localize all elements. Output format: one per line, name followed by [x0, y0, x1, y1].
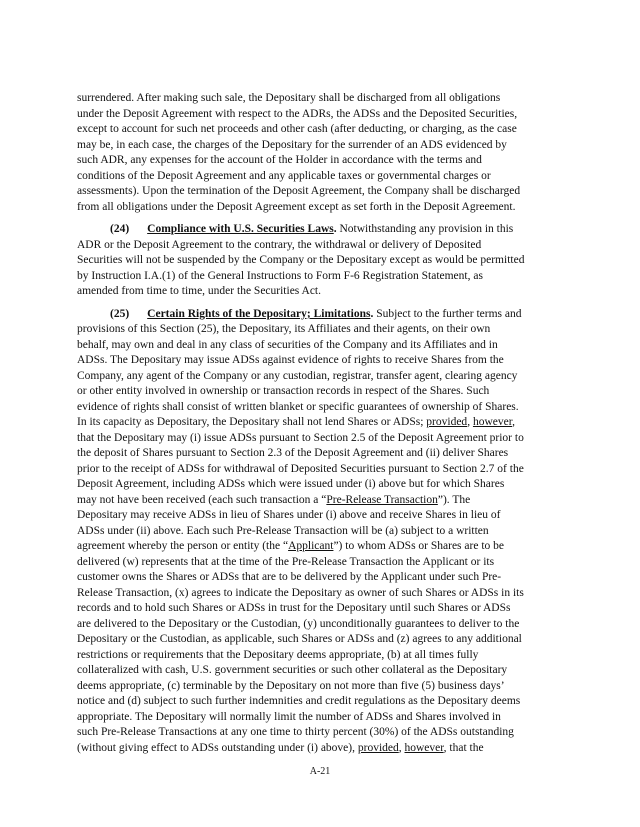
paragraph-line: under the Deposit Agreement with respect to the ADRs, the ADSs and the Deposited Securities,	[77, 108, 518, 120]
paragraph-line: agreement whereby the person or entity (the “Applicant”) to whom ADSs or Shares are to be	[77, 540, 504, 552]
paragraph-line: delivered (w) represents that at the time of the Pre-Release Transaction the Applicant or its	[77, 556, 495, 568]
paragraph-line: Depositary or the Custodian, as applicable, such Shares or ADSs and (z) agrees to any additional	[77, 633, 522, 645]
paragraph-line: prior to the receipt of ADSs for withdrawal of Deposited Securities pursuant to Section 2.7 of the	[77, 463, 524, 475]
paragraph-line: that the Depositary may (i) issue ADSs pursuant to Section 2.5 of the Deposit Agreement prior to	[77, 432, 524, 444]
paragraph-line: except to account for such net proceeds and other cash (after deducting, or charging, as the case	[77, 123, 517, 135]
paragraph-line: the deposit of Shares pursuant to Section 2.3 of the Deposit Agreement and (ii) deliver Shares	[77, 447, 509, 459]
paragraph-line: from all obligations under the Deposit Agreement except as set forth in the Deposit Agreement.	[77, 201, 516, 213]
paragraph-line: evidence of rights shall consist of written blanket or specific guarantees of ownership of Shares.	[77, 401, 519, 413]
section-24-heading-line: (24) Compliance with U.S. Securities Laws. Notwithstanding any provision in this	[110, 223, 514, 235]
paragraph-line: surrendered. After making such sale, the Depositary shall be discharged from all obligations	[77, 92, 501, 104]
section-25-heading-line: (25) Certain Rights of the Depositary; Limitations. Subject to the further terms and	[110, 308, 522, 320]
paragraph-line: (without giving effect to ADSs outstanding under (i) above), provided, however, that the	[77, 742, 484, 754]
paragraph-line: provisions of this Section (25), the Depositary, its Affiliates and their agents, on their own	[77, 323, 491, 335]
section-heading: Certain Rights of the Depositary; Limitations	[147, 308, 371, 320]
paragraph-line: In its capacity as Depositary, the Depositary shall not lend Shares or ADSs; provided, however,	[77, 416, 515, 428]
paragraph-line: deems appropriate, (c) terminable by the Depositary on not more than five (5) business days’	[77, 680, 505, 692]
section-number: (25)	[110, 308, 130, 320]
paragraph-line: are delivered to the Depositary or the Custodian, (y) unconditionally guarantees to deliver to the	[77, 618, 520, 630]
paragraph-line: may not have been received (each such transaction a “Pre-Release Transaction”). The	[77, 494, 471, 506]
pre-release-transaction-term: Pre-Release Transaction	[326, 494, 438, 506]
however-term: however	[472, 416, 513, 428]
section-text: Notwithstanding any provision in this	[336, 223, 514, 235]
section-text: Subject to the further terms and	[373, 308, 522, 320]
paragraph-line: customer owns the Shares or ADSs that are to be delivered by the Applicant under such Pre-	[77, 571, 502, 583]
paragraph-line: appropriate. The Depositary will normally limit the number of ADSs and Shares involved in	[77, 711, 501, 723]
section-heading: Compliance with U.S. Securities Laws	[147, 223, 334, 235]
paragraph-line: restrictions or requirements that the Depositary deems appropriate, (b) at all times fully	[77, 649, 479, 661]
paragraph-line: such Pre-Release Transactions at any one time to thirty percent (30%) of the ADSs outstanding	[77, 726, 514, 738]
paragraph-line: such ADR, any expenses for the account of the Holder in accordance with the terms and	[77, 154, 482, 166]
paragraph-line: amended from time to time, under the Securities Act.	[77, 285, 321, 297]
paragraph-line: Deposit Agreement, including ADSs which were issued under (i) above but for which Shares	[77, 478, 505, 490]
paragraph-line: ADSs under (ii) above. Each such Pre-Release Transaction will be (a) subject to a written	[77, 525, 489, 537]
paragraph-line: or other entity involved in ownership or transaction records in respect of the Shares. Such	[77, 385, 490, 397]
paragraph-line: Securities will not be suspended by the Company or the Depositary except as would be permitted	[77, 254, 525, 266]
paragraph-line: by Instruction I.A.(1) of the General Instructions to Form F-6 Registration Statement, as	[77, 270, 483, 282]
provided-term: provided	[357, 742, 399, 754]
paragraph-line: Company, any agent of the Company or any custodian, registrar, transfer agent, clearing agency	[77, 370, 518, 382]
however-term: however	[404, 742, 444, 754]
applicant-term: Applicant	[288, 540, 334, 552]
paragraph-line: notice and (d) subject to such further indemnities and credit regulations as the Depositary deems	[77, 695, 521, 707]
paragraph-line: collateralized with cash, U.S. government securities or such other collateral as the Depositary	[77, 664, 508, 676]
paragraph-line: conditions of the Deposit Agreement and any applicable taxes or governmental charges or	[77, 170, 491, 182]
paragraph-line: behalf, may own and deal in any class of securities of the Company and its Affiliates and in	[77, 339, 498, 351]
paragraph-line: ADR or the Deposit Agreement to the contrary, the withdrawal or delivery of Deposited	[77, 239, 482, 251]
section-number: (24)	[110, 223, 130, 235]
page-number: A-21	[309, 766, 331, 777]
paragraph-line: Depositary may receive ADSs in lieu of Shares under (i) above and receive Shares in lieu of	[77, 509, 501, 521]
paragraph-line: records and to hold such Shares or ADSs in trust for the Depositary until such Shares or ADSs	[77, 602, 511, 614]
paragraph-line: ADSs. The Depositary may issue ADSs against evidence of rights to receive Shares from the	[77, 354, 504, 366]
provided-term: provided	[426, 416, 468, 428]
paragraph-line: assessments). Upon the termination of the Deposit Agreement, the Company shall be discharged	[77, 185, 521, 197]
paragraph-line: Release Transaction, (x) agrees to indicate the Depositary as owner of such Shares or ADSs in its	[77, 587, 524, 599]
paragraph-line: may be, in each case, the charges of the Depositary for the surrender of an ADS evidenced by	[77, 139, 507, 151]
